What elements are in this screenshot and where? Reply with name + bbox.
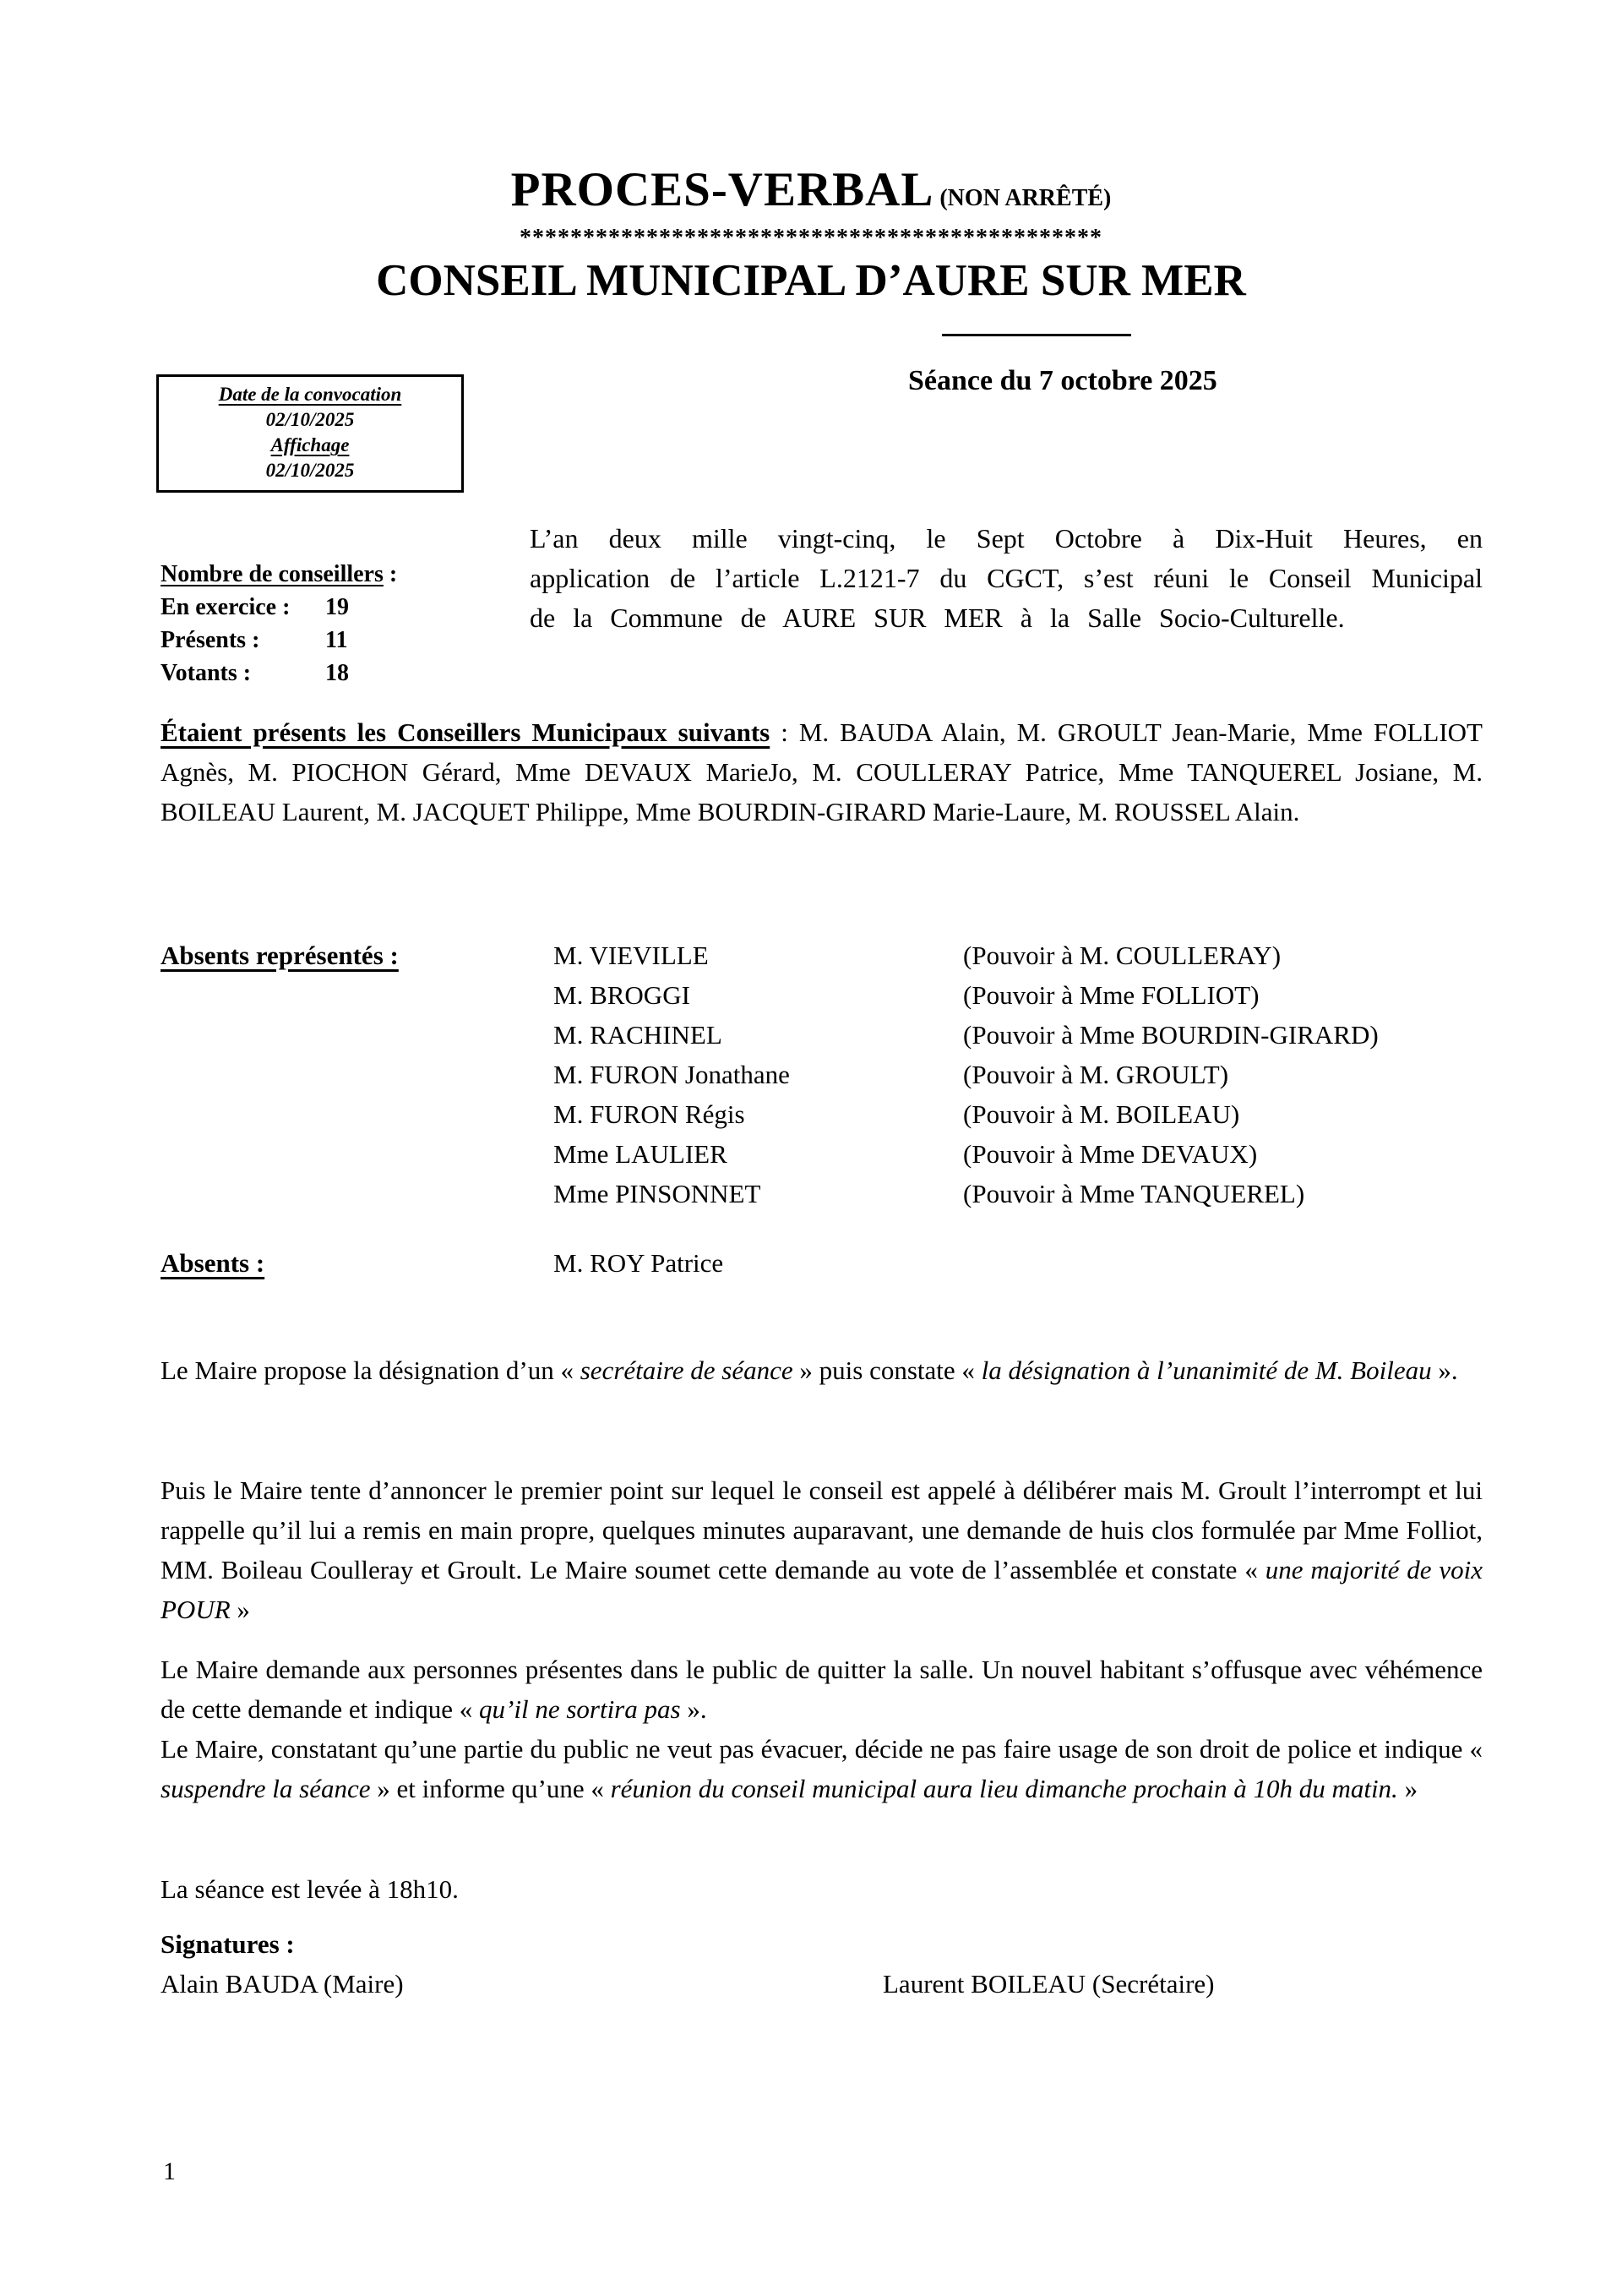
text-run-italic: réunion du conseil municipal aura lieu dimanche prochain à 10h du matin. (610, 1774, 1398, 1803)
text-run: » puis constate « (792, 1355, 982, 1385)
absent-name: M. ROY Patrice (553, 1248, 724, 1278)
text-run: Le Maire, constatant qu’une partie du public ne veut pas évacuer, décide ne pas faire usage de son droit de police et indique « (161, 1734, 1483, 1764)
conseillers-row-exercice (161, 591, 397, 624)
conseillers-heading: Nombre de conseillers (161, 561, 384, 587)
seance-heading: Séance du 7 octobre 2025 (908, 365, 1217, 396)
exercice-label: En exercice : (161, 594, 291, 620)
absents-section (161, 1248, 1483, 1279)
text-run: » (1397, 1774, 1418, 1803)
text-run: Puis le Maire tente d’annoncer le premier point sur lequel le conseil est appelé à délibérer mais M. Groult l’interrompt et lui rappelle qu’il lui a remis en main propre, quelques minutes auparavant, une demande de huis clos formulée par Mme Folliot, MM. Boileau Coulleray et Groult. Le Maire soumet cette demande au vote de l’assemblée et constate « (161, 1475, 1483, 1584)
convocation-date-label: Date de la convocation (218, 384, 402, 405)
conseillers-row-presents (161, 624, 397, 657)
convocation-box (156, 374, 464, 493)
document-title: PROCES-VERBAL (510, 163, 934, 216)
text-run: » et informe qu’une « (370, 1774, 611, 1803)
absent-pouvoir: (Pouvoir à Mme TANQUEREL) (963, 1179, 1305, 1208)
absent-name: M. BROGGI (553, 980, 690, 1010)
text-run: ». (1431, 1355, 1458, 1385)
absent-pouvoir: (Pouvoir à M. BOILEAU) (963, 1099, 1240, 1129)
text-run: Le Maire demande aux personnes présentes dans le public de quitter la salle. Un nouvel habitant s’offusque avec véhémence de cette demande et indique « (161, 1655, 1483, 1724)
paragraph-huis-clos (161, 1470, 1483, 1629)
signatures-heading: Signatures : (161, 1929, 295, 1959)
presents-lead: Étaient présents les Conseillers Municipaux suivants (161, 717, 770, 747)
affichage-date-value: 02/10/2025 (265, 460, 355, 481)
text-run-italic: la désignation à l’unanimité de M. Boileau (981, 1355, 1432, 1385)
text-run-italic: suspendre la séance (161, 1774, 371, 1803)
absent-pouvoir: (Pouvoir à Mme BOURDIN-GIRARD) (963, 1020, 1379, 1050)
text-run: Le Maire propose la désignation d’un « (161, 1355, 580, 1385)
presents-value: 11 (325, 627, 348, 653)
signature-secretaire: Laurent BOILEAU (Secrétaire) (883, 1969, 1215, 1999)
text-run: ». (680, 1694, 707, 1724)
paragraph-secretaire (161, 1350, 1483, 1390)
seance-levee-line: La séance est levée à 18h10. (161, 1874, 459, 1904)
presents-names: : M. BAUDA Alain, M. GROULT Jean-Marie, Mme FOLLIOT Agnès, M. PIOCHON Gérard, Mme DEVAUX MarieJo, M. COULLERAY Patrice, Mme TANQUEREL Josiane, M. BOILEAU Laurent, M. JACQUET Philippe, Mme BOURDIN-GIRARD Marie-Laure, M. ROUSSEL Alain. (161, 717, 1483, 826)
absent-name: M. RACHINEL (553, 1020, 722, 1050)
votants-value: 18 (325, 660, 349, 686)
text-run: » (230, 1595, 250, 1624)
absent-pouvoir: (Pouvoir à M. GROULT) (963, 1060, 1229, 1089)
absents-representes-heading: Absents représentés : (161, 941, 399, 970)
absents-heading: Absents : (161, 1248, 265, 1278)
paragraph-public (161, 1650, 1483, 1808)
absent-name: M. FURON Jonathane (553, 1060, 790, 1089)
text-run-italic: une majorité de voix POUR (161, 1555, 1483, 1624)
document-subtitle: CONSEIL MUNICIPAL D’AURE SUR MER (376, 256, 1246, 305)
votants-label: Votants : (161, 660, 252, 686)
absent-pouvoir: (Pouvoir à Mme FOLLIOT) (963, 980, 1260, 1010)
conseillers-count-block (161, 558, 397, 690)
text-run-italic: secrétaire de séance (580, 1355, 793, 1385)
affichage-label: Affichage (270, 434, 350, 455)
document-title-suffix: (NON ARRÊTÉ) (933, 185, 1112, 211)
absent-name: Mme LAULIER (553, 1139, 727, 1169)
intro-paragraph: L’an deux mille vingt-cinq, le Sept Octobre à Dix-Huit Heures, en application de l’article L.2121-7 du CGCT, s’est réuni le Conseil Municipal de la Commune de AURE SUR MER à la Salle Socio-Culturelle. (530, 523, 1483, 633)
subtitle-rule (942, 334, 1131, 336)
stars-divider: ********************************************** (520, 225, 1102, 251)
convocation-date-value: 02/10/2025 (265, 409, 355, 430)
conseillers-row-votants (161, 657, 397, 690)
paragraph-public-part1 (161, 1650, 1483, 1729)
absent-name: M. FURON Régis (553, 1099, 745, 1129)
absent-name: M. VIEVILLE (553, 941, 709, 970)
text-run-italic: qu’il ne sortira pas (479, 1694, 681, 1724)
signature-maire: Alain BAUDA (Maire) (161, 1969, 404, 1999)
paragraph-public-part2 (161, 1729, 1483, 1808)
document-title-line (0, 162, 1622, 217)
absent-name: Mme PINSONNET (553, 1179, 761, 1208)
presents-paragraph (161, 712, 1483, 832)
page-number: 1 (163, 2157, 176, 2185)
conseillers-heading-row (161, 558, 397, 591)
exercice-value: 19 (325, 594, 349, 620)
absent-pouvoir: (Pouvoir à Mme DEVAUX) (963, 1139, 1258, 1169)
conseillers-heading-colon: : (383, 561, 398, 587)
absent-pouvoir: (Pouvoir à M. COULLERAY) (963, 941, 1282, 970)
presents-label: Présents : (161, 627, 260, 653)
